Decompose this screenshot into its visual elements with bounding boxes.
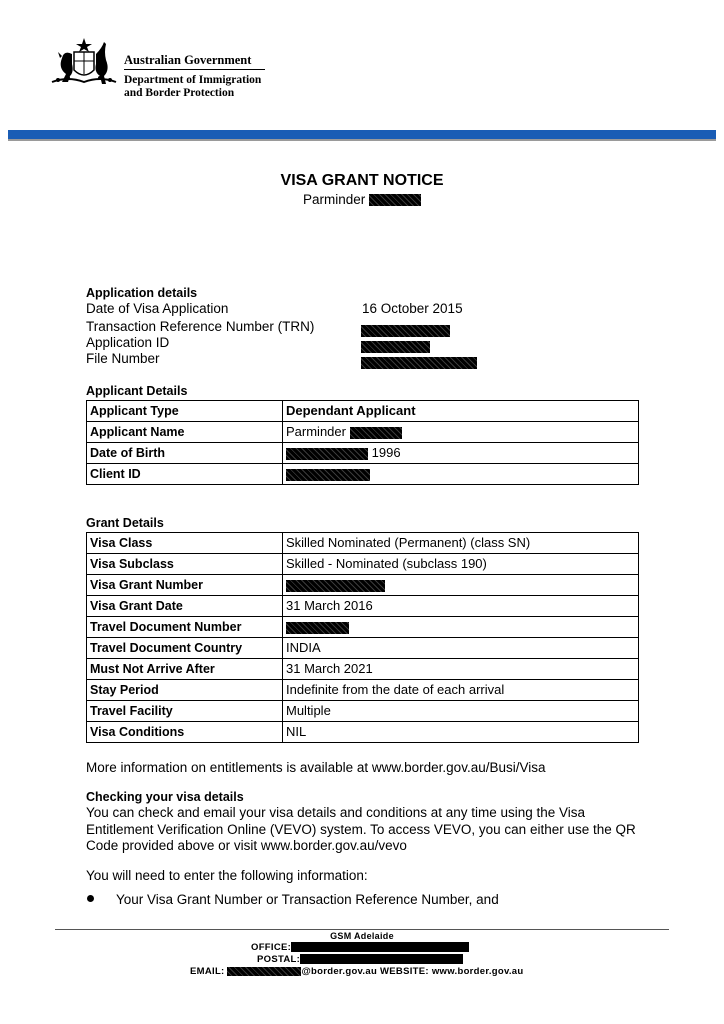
redaction-mark [300,954,463,964]
table-cell-value [283,422,639,443]
footer-email-label: EMAIL: [190,966,225,977]
table-cell-value: Dependant Applicant [283,401,639,422]
header-band [8,130,716,139]
table-cell-label: Stay Period [87,680,283,701]
government-name: Australian Government [124,53,252,67]
footer-email-domain[interactable]: @border.gov.au [301,966,378,977]
table-cell-value [283,443,639,464]
redaction-mark [227,967,301,976]
footer-website-label: WEBSITE: [380,966,429,977]
table-cell-value: Indefinite from the date of each arrival [283,680,639,701]
redaction-mark [291,942,469,952]
footer-divider [55,929,669,930]
list-item: Your Visa Grant Number or Transaction Reference Number, and [116,892,499,907]
table-row [87,680,639,701]
table-row [87,464,639,485]
table-cell-value: INDIA [283,638,639,659]
table-cell-label: Visa Subclass [87,554,283,575]
table-cell-value: Multiple [283,701,639,722]
table-row [87,701,639,722]
redaction-mark [361,341,430,353]
footer-contact-line [190,966,523,977]
table-cell-value: Skilled Nominated (Permanent) (class SN) [283,533,639,554]
bullet-icon [87,895,94,902]
department-name [124,74,261,100]
table-row [87,443,639,464]
application-date-value: 16 October 2015 [362,301,463,316]
redaction-mark [286,469,370,481]
redaction-mark [350,427,402,439]
table-cell-value [283,464,639,485]
table-cell-label: Date of Birth [87,443,283,464]
footer-postal-line [257,954,463,965]
table-row [87,533,639,554]
redaction-mark [286,622,349,634]
footer-office-name: GSM Adelaide [330,931,394,941]
application-id-label: Application ID [86,335,170,350]
table-cell-value: Skilled - Nominated (subclass 190) [283,554,639,575]
file-number-value [361,354,477,372]
header-band-shadow [8,139,716,141]
recipient-name: Parminder [302,192,366,207]
grant-details-table [86,532,639,743]
table-cell-value [283,617,639,638]
table-row [87,422,639,443]
table-row [87,722,639,743]
redaction-mark [369,194,421,206]
table-row [87,659,639,680]
coat-of-arms-icon [48,36,120,94]
applicant-details-heading: Applicant Details [86,384,188,398]
table-cell-label: Client ID [87,464,283,485]
file-number-label: File Number [86,351,160,366]
applicant-name-text: Parminder [286,424,346,439]
footer-office-label: OFFICE: [251,942,292,953]
grant-details-heading: Grant Details [86,516,164,530]
table-cell-label: Travel Facility [87,701,283,722]
table-row [87,554,639,575]
recipient-line [0,192,724,207]
need-info-text: You will need to enter the following information: [86,868,368,883]
application-details-heading: Application details [86,286,198,300]
table-cell-value: 31 March 2016 [283,596,639,617]
department-line-2: and Border Protection [124,87,235,99]
application-date-label: Date of Visa Application [86,301,229,316]
table-cell-label: Must Not Arrive After [87,659,283,680]
table-row [87,638,639,659]
redaction-mark [286,448,368,460]
redaction-mark [286,580,385,592]
table-cell-value: NIL [283,722,639,743]
footer-office-line [251,942,469,953]
table-cell-label: Visa Class [87,533,283,554]
table-row [87,596,639,617]
entitlements-text: More information on entitlements is available at www.border.gov.au/Busi/Visa [86,760,546,775]
checking-heading: Checking your visa details [86,790,244,804]
redaction-mark [361,325,450,337]
table-cell-value [283,575,639,596]
footer-postal-label: POSTAL: [257,954,301,965]
department-line-1: Department of Immigration [124,74,262,86]
applicant-details-table [86,400,639,485]
table-cell-label: Travel Document Country [87,638,283,659]
trn-label: Transaction Reference Number (TRN) [86,319,315,334]
page-title: VISA GRANT NOTICE [280,172,444,189]
table-cell-label: Travel Document Number [87,617,283,638]
table-cell-label: Applicant Name [87,422,283,443]
table-cell-label: Visa Grant Number [87,575,283,596]
checking-body: You can check and email your visa details and conditions at any time using the Visa Entitlement Verification Online (VEVO) system. To access VEVO, you can either use the QR Code provided above or visit www.border.gov.au/vevo [86,805,636,853]
table-cell-label: Visa Conditions [87,722,283,743]
header-divider [124,69,265,70]
table-cell-value: 31 March 2021 [283,659,639,680]
birth-year-text: 1996 [371,445,401,460]
footer-website-link[interactable]: www.border.gov.au [431,966,524,977]
table-cell-label: Applicant Type [87,401,283,422]
table-row [87,575,639,596]
table-cell-label: Visa Grant Date [87,596,283,617]
table-row [87,401,639,422]
table-row [87,617,639,638]
redaction-mark [361,357,477,369]
